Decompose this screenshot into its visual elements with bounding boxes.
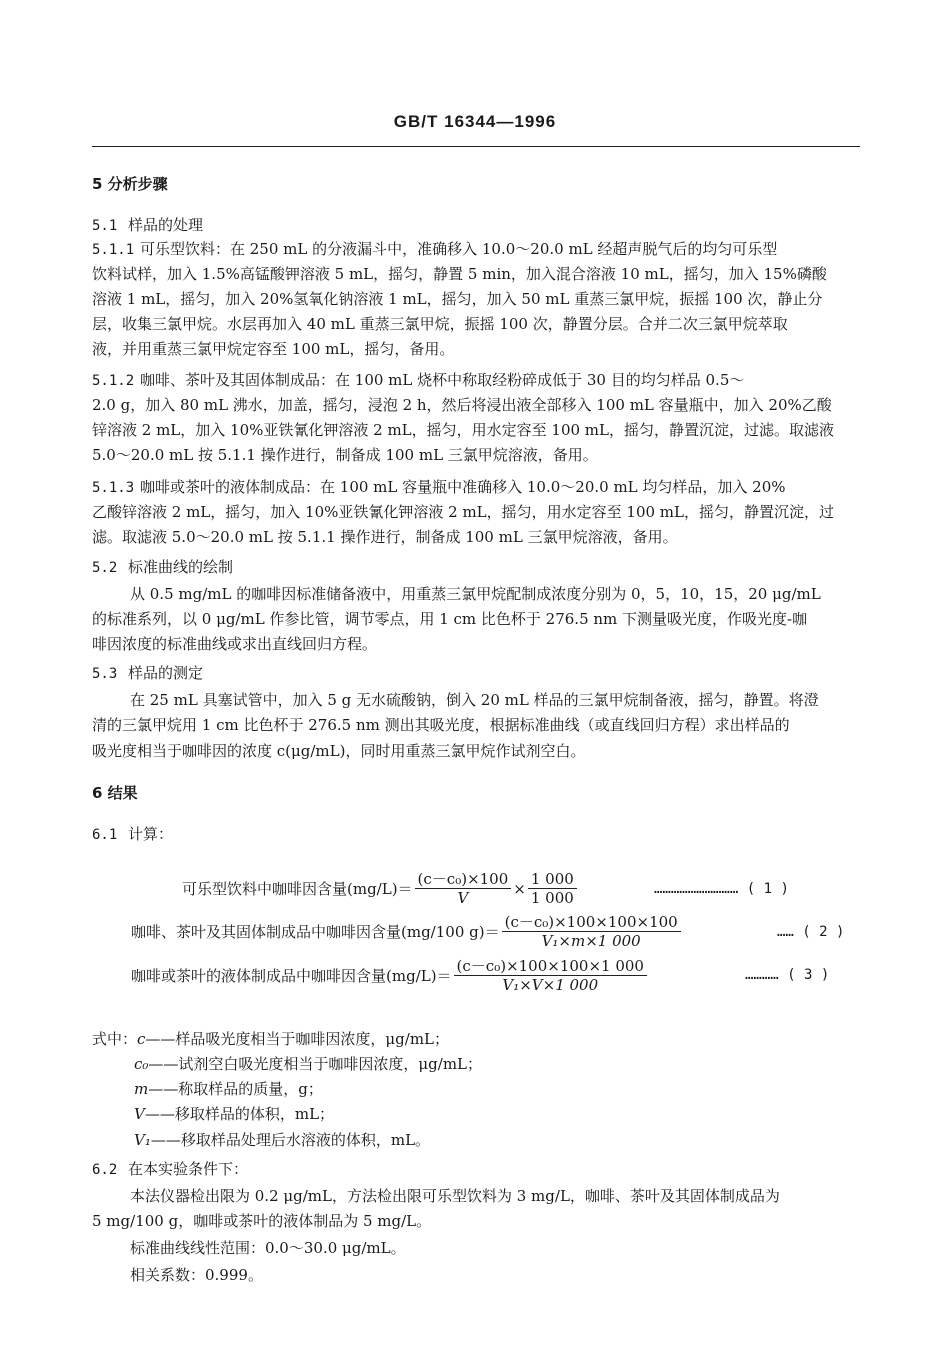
section-6-title: 6 结果 xyxy=(92,784,138,802)
para-5-3-line: 吸光度相当于咖啡因的浓度 c(μg/mL)，同时用重蒸三氯甲烷作试剂空白。 xyxy=(92,742,586,760)
formula-3-number xyxy=(745,967,829,983)
standard-number: GB/T 16344—1996 xyxy=(393,112,557,131)
section-number: 5.2 xyxy=(92,560,118,576)
section-number: 5.1.2 xyxy=(92,373,135,389)
leader-dots: ………… xyxy=(745,967,779,983)
para-5-3-line: 清的三氯甲烷用 1 cm 比色杯于 276.5 nm 测出其吸光度，根据标准曲线（或直线回归方程）求出样品的 xyxy=(92,716,790,734)
leader-dots: …… xyxy=(777,924,794,940)
para-5-1-1-line: 5.1.1 可乐型饮料：在 250 mL 的分液漏斗中，准确移入 10.0～20.0 mL 经超声脱气后的均匀可乐型 xyxy=(92,238,860,262)
variable-symbol: c₀ xyxy=(134,1055,149,1073)
para-5-1-1-line: 层，收集三氯甲烷。水层再加入 40 mL 重蒸三氯甲烷，振摇 100 次，静置分层。合并二次三氯甲烷萃取 xyxy=(92,315,788,333)
fraction xyxy=(502,913,681,950)
variable-definition xyxy=(134,1103,334,1124)
formula-3 xyxy=(131,957,649,994)
section-number: 6.1 xyxy=(92,827,118,843)
para-5-1-1-line: 饮料试样，加入 1.5%高锰酸钾溶液 5 mL，摇匀，静置 5 min，加入混合溶液 10 mL，摇匀，加入 15%磷酸 xyxy=(92,265,827,283)
variable-description: ——移取样品的体积，mL； xyxy=(144,1105,335,1123)
fraction xyxy=(528,870,577,907)
formula-label: 咖啡、茶叶及其固体制成品中咖啡因含量(mg/100 g)＝ xyxy=(131,923,500,941)
variable-definition xyxy=(92,1028,449,1049)
denominator: V xyxy=(457,889,469,907)
section-title: 样品的处理 xyxy=(128,216,204,234)
numerator: (c－c₀)×100 xyxy=(415,870,512,889)
section-number: 6.2 xyxy=(92,1162,118,1178)
para-5-2-line: 的标准系列，以 0 μg/mL 作参比管，调节零点，用 1 cm 比色杯于 276.5 nm 下测量吸光度，作吸光度-咖 xyxy=(92,610,808,628)
equation-number: ( 3 ) xyxy=(787,967,830,983)
equation-number: ( 1 ) xyxy=(746,881,789,897)
numerator: (c－c₀)×100×100×1 000 xyxy=(454,957,647,976)
section-number: 5.1.1 xyxy=(92,242,135,258)
para-5-1-2-line: 5.1.2 咖啡、茶叶及其固体制成品：在 100 mL 烧杯中称取经粉碎成低于 30 目的均匀样品 0.5～ xyxy=(92,369,860,393)
para-5-2-line: 啡因浓度的标准曲线或求出直线回归方程。 xyxy=(92,635,378,653)
section-number: 5.1.3 xyxy=(92,480,135,496)
numerator: 1 000 xyxy=(528,870,577,889)
fraction xyxy=(415,870,512,907)
para-6-2-line: 5 mg/100 g，咖啡或茶叶的液体制品为 5 mg/L。 xyxy=(92,1212,432,1230)
denominator: 1 000 xyxy=(530,889,574,907)
variable-description: ——称取样品的质量，g； xyxy=(148,1080,323,1098)
para-5-1-1-line: 液，并用重蒸三氯甲烷定容至 100 mL，摇匀，备用。 xyxy=(92,340,455,358)
para-6-2-line: 相关系数：0.999。 xyxy=(130,1266,263,1284)
denominator: V₁×m×1 000 xyxy=(541,932,641,950)
para-5-1-2-line: 锌溶液 2 mL，加入 10%亚铁氰化钾溶液 2 mL，摇匀，用水定容至 100 mL，摇匀，静置沉淀，过滤。取滤液 xyxy=(92,421,834,439)
section-title: 标准曲线的绘制 xyxy=(128,558,234,576)
para-6-2-line: 标准曲线线性范围：0.0～30.0 μg/mL。 xyxy=(130,1239,406,1257)
variable-symbol: m xyxy=(134,1080,149,1098)
para-5-2-line: 从 0.5 mg/mL 的咖啡因标准储备液中，用重蒸三氯甲烷配制成浓度分别为 0，5，10，15，20 μg/mL xyxy=(130,585,821,603)
section-5-title: 5 分析步骤 xyxy=(92,175,168,193)
para-5-1-3-line: 乙酸锌溶液 2 mL，摇匀，加入 10%亚铁氰化钾溶液 2 mL，摇匀，用水定容至 100 mL，摇匀，静置沉淀，过 xyxy=(92,503,834,521)
formula-2-number xyxy=(777,924,844,940)
variable-description: ——移取样品处理后水溶液的体积，mL。 xyxy=(150,1131,431,1149)
section-number: 5.3 xyxy=(92,666,118,682)
where-prefix: 式中： xyxy=(92,1030,138,1048)
variable-description: ——样品吸光度相当于咖啡因浓度，μg/mL； xyxy=(145,1030,450,1048)
times-sign: × xyxy=(513,879,526,898)
formula-2 xyxy=(131,913,683,950)
variable-definition xyxy=(134,1078,323,1099)
para-5-1-3-line: 5.1.3 咖啡或茶叶的液体制成品：在 100 mL 容量瓶中准确移入 10.0～20.0 mL 均匀样品，加入 20% xyxy=(92,476,860,500)
formula-1-number xyxy=(654,881,789,897)
para-5-3-line: 在 25 mL 具塞试管中，加入 5 g 无水硫酸钠，倒入 20 mL 样品的三氯甲烷制备液，摇匀，静置。将澄 xyxy=(130,691,819,709)
section-title: 样品的测定 xyxy=(128,664,204,682)
section-5-1-heading xyxy=(92,214,860,238)
formula-1 xyxy=(182,870,579,907)
variable-symbol: V xyxy=(134,1105,145,1123)
numerator: (c－c₀)×100×100×100 xyxy=(502,913,681,932)
para-5-1-2-line: 5.0～20.0 mL 按 5.1.1 操作进行，制备成 100 mL 三氯甲烷溶液，备用。 xyxy=(92,446,598,464)
header-rule xyxy=(92,146,860,147)
denominator: V₁×V×1 000 xyxy=(502,976,599,994)
formula-label: 可乐型饮料中咖啡因含量(mg/L)＝ xyxy=(182,880,413,898)
section-6-1-heading xyxy=(92,823,860,847)
equation-number: ( 2 ) xyxy=(802,924,845,940)
section-6-2-heading xyxy=(92,1158,860,1182)
variable-definition xyxy=(134,1053,482,1074)
fraction xyxy=(454,957,647,994)
section-title: 在本实验条件下： xyxy=(128,1160,249,1178)
para-5-1-3-line: 滤。取滤液 5.0～20.0 mL 按 5.1.1 操作进行，制备成 100 mL 三氯甲烷溶液，备用。 xyxy=(92,528,678,546)
section-title: 计算： xyxy=(128,825,174,843)
formula-label: 咖啡或茶叶的液体制成品中咖啡因含量(mg/L)＝ xyxy=(131,967,452,985)
variable-symbol: V₁ xyxy=(134,1131,151,1149)
para-6-2-line: 本法仪器检出限为 0.2 μg/mL，方法检出限可乐型饮料为 3 mg/L，咖啡、茶叶及其固体制成品为 xyxy=(130,1187,780,1205)
variable-symbol: c xyxy=(137,1030,146,1048)
variable-description: ——试剂空白吸光度相当于咖啡因浓度，μg/mL； xyxy=(148,1055,483,1073)
variable-definition xyxy=(134,1129,430,1150)
para-5-1-1-line: 溶液 1 mL，摇匀，加入 20%氢氧化钠溶液 1 mL，摇匀，加入 50 mL 重蒸三氯甲烷，振摇 100 次，静止分 xyxy=(92,290,823,308)
section-5-3-heading xyxy=(92,662,860,686)
para-5-1-2-line: 2.0 g，加入 80 mL 沸水，加盖，摇匀，浸泡 2 h，然后将浸出液全部移入 100 mL 容量瓶中，加入 20%乙酸 xyxy=(92,396,832,414)
section-5-2-heading xyxy=(92,556,860,580)
section-number: 5.1 xyxy=(92,218,118,234)
leader-dots: ………………………… xyxy=(654,881,739,897)
